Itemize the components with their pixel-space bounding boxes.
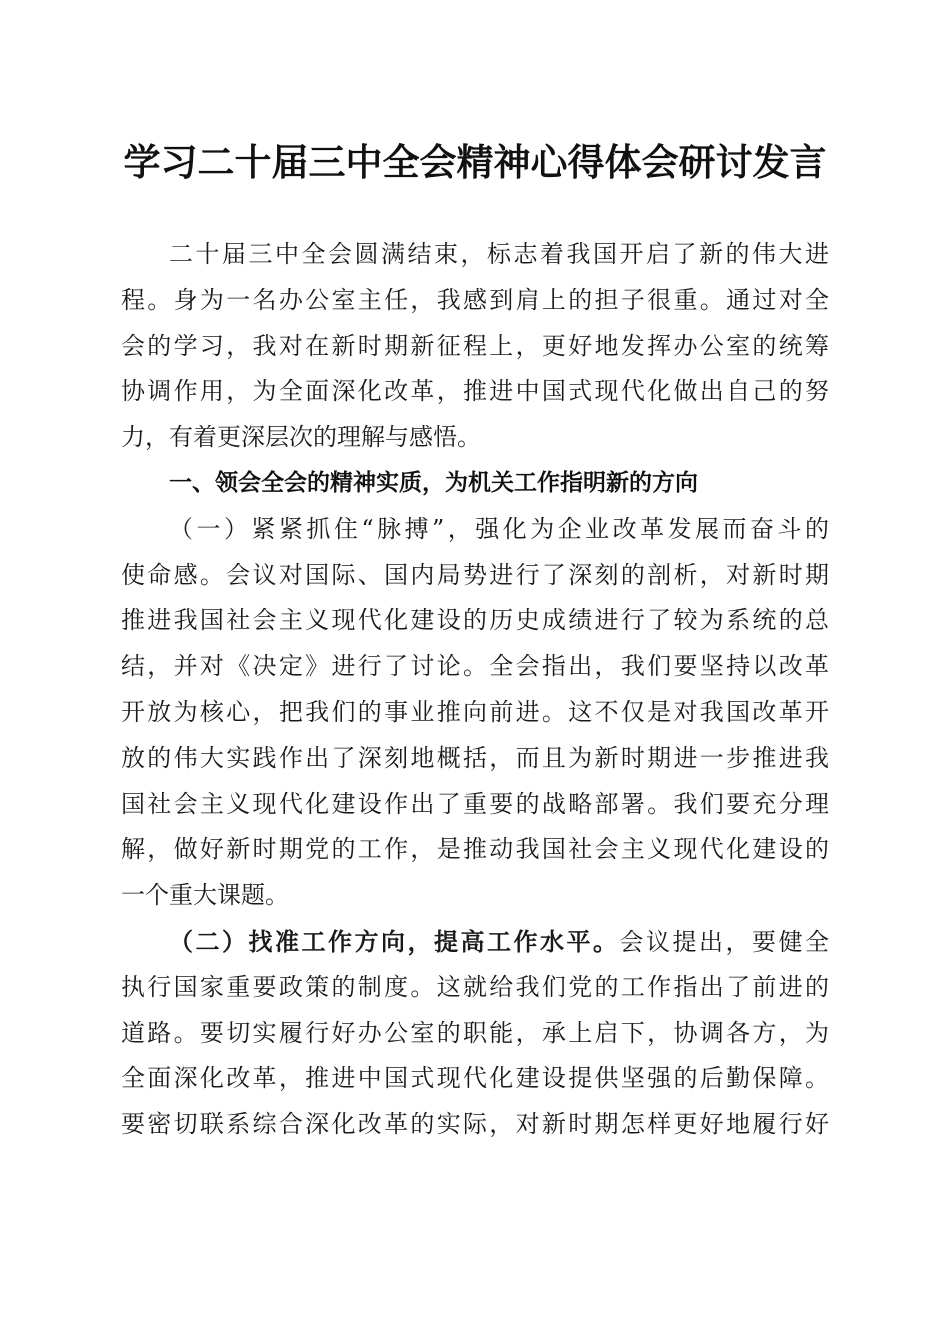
document-title: 学习二十届三中全会精神心得体会研讨发言 (123, 140, 827, 184)
paragraph-line: 解，做好新时期党的工作，是推动我国社会主义现代化建设的 (121, 835, 829, 864)
paragraph-line: 使命感。会议对国际、国内局势进行了深刻的剖析，对新时期 (121, 560, 829, 589)
paragraph-line (121, 919, 829, 965)
paragraph-line: 一个重大课题。 (121, 881, 289, 910)
paragraph-line: 结，并对《决定》进行了讨论。全会指出，我们要坚持以改革 (121, 652, 829, 681)
paragraph-text: 会议提出，要健全 (619, 927, 829, 956)
paragraph-line: 要密切联系综合深化改革的实际，对新时期怎样更好地履行好 (121, 1110, 829, 1139)
paragraph-line: 推进我国社会主义现代化建设的历史成绩进行了较为系统的总 (121, 606, 829, 635)
document-body (121, 232, 829, 1148)
subsection-heading: （二）找准工作方向，提高工作水平。 (169, 926, 620, 956)
paragraph-line: 程。身为一名办公室主任，我感到肩上的担子很重。通过对全 (121, 285, 829, 314)
paragraph-line: 二十届三中全会圆满结束，标志着我国开启了新的伟大进 (169, 240, 829, 268)
paragraph-line: 国社会主义现代化建设作出了重要的战略部署。我们要充分理 (121, 789, 829, 818)
section-heading: 一、领会全会的精神实质，为机关工作指明新的方向 (169, 469, 698, 496)
paragraph-line: 力，有着更深层次的理解与感悟。 (121, 423, 481, 452)
paragraph-line: 开放为核心，把我们的事业推向前进。这不仅是对我国改革开 (121, 697, 829, 726)
paragraph-line: 会的学习，我对在新时期新征程上，更好地发挥办公室的统筹 (121, 331, 829, 360)
paragraph-line: 全面深化改革，推进中国式现代化建设提供坚强的后勤保障。 (121, 1064, 829, 1093)
paragraph-line: （一）紧紧抓住“脉搏”，强化为企业改革发展而奋斗的 (169, 514, 829, 543)
paragraph-line: 放的伟大实践作出了深刻地概括，而且为新时期进一步推进我 (121, 743, 829, 772)
paragraph-line: 道路。要切实履行好办公室的职能，承上启下，协调各方，为 (121, 1018, 829, 1047)
paragraph-line: 协调作用，为全面深化改革，推进中国式现代化做出自己的努 (121, 377, 829, 406)
paragraph-line: 执行国家重要政策的制度。这就给我们党的工作指出了前进的 (121, 972, 829, 1001)
